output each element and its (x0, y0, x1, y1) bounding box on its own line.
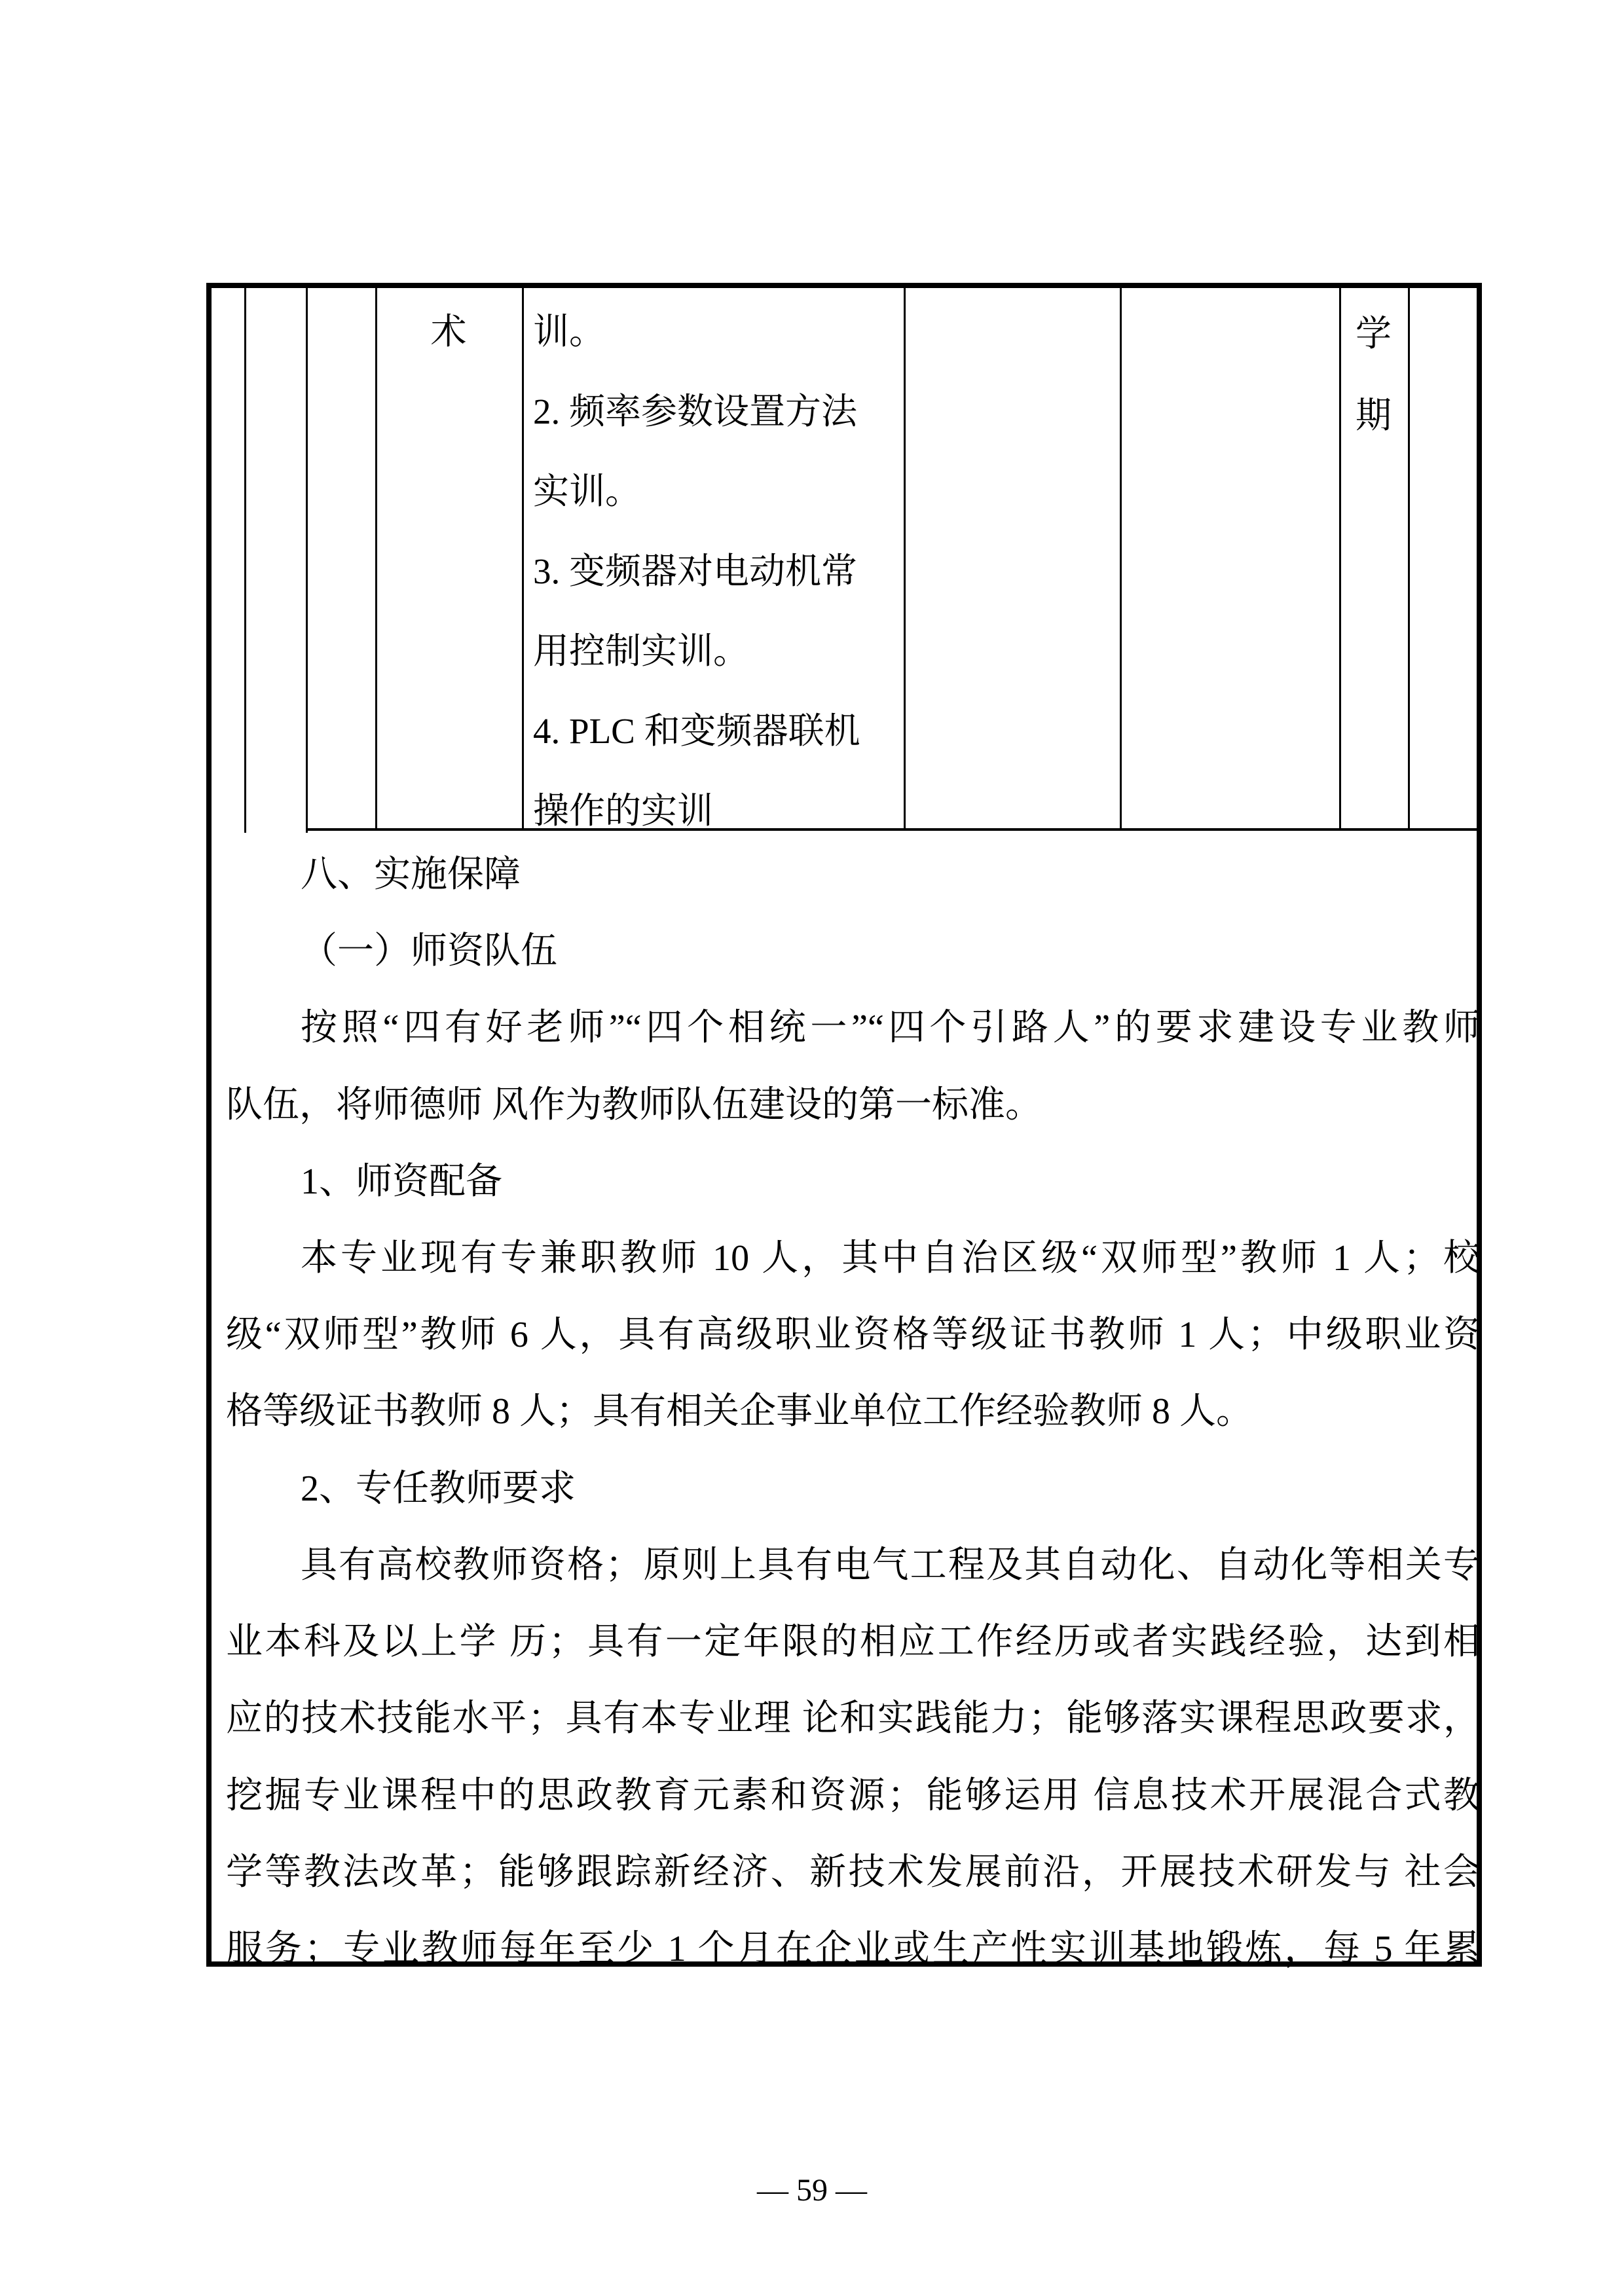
table-cell-practice-line: 3. 变频器对电动机常 (533, 551, 858, 591)
body-line: 业本科及以上学 历；具有一定年限的相应工作经历或者实践经验，达到相 (226, 1622, 1480, 1662)
body-line: 服务；专业教师每年至少 1 个月在企业或生产性实训基地锻炼，每 5 年累 (226, 1929, 1480, 1969)
body-line: 具有高校教师资格；原则上具有电气工程及其自动化、自动化等相关专 (301, 1545, 1480, 1586)
table-cell-practice-line: 实训。 (533, 471, 642, 511)
table-cell-practice-line: 训。 (533, 312, 606, 352)
subsection-heading: 2、专任教师要求 (301, 1468, 576, 1509)
table-cell-practice-line: 4. PLC 和变频器联机 (533, 711, 860, 751)
table-column-line-2 (306, 288, 308, 833)
subsection-heading: 1、师资配备 (301, 1161, 502, 1202)
table-column-line-4 (522, 288, 524, 830)
subsection-heading: （一）师资队伍 (301, 931, 557, 972)
table-bottom-line (306, 828, 1482, 831)
table-cell-practice-line: 用控制实训。 (533, 631, 750, 671)
body-line: 格等级证书教师 8 人；具有相关企事业单位工作经验教师 8 人。 (226, 1391, 1253, 1432)
table-column-line-6 (1120, 288, 1122, 830)
body-line: 级“双师型”教师 6 人，具有高级职业资格等级证书教师 1 人；中级职业资 (226, 1315, 1480, 1355)
table-column-line-8 (1408, 288, 1410, 830)
page-number: — 59 — (757, 2173, 867, 2208)
table-cell-technique-char: 术 (430, 312, 467, 352)
body-line: 学等教法改革；能够跟踪新经济、新技术发展前沿，开展技术研发与 社会 (226, 1852, 1480, 1893)
body-line: 按照“四有好老师”“四个相统一”“四个引路人”的要求建设专业教师 (301, 1008, 1480, 1048)
table-column-line-1 (244, 288, 246, 833)
table-cell-semester-char: 学 (1355, 314, 1392, 354)
table-cell-semester-char: 期 (1355, 395, 1392, 435)
table-cell-practice-line: 操作的实训 (533, 791, 714, 831)
table-column-line-3 (375, 288, 377, 830)
table-column-line-5 (904, 288, 906, 830)
body-line: 队伍，将师德师 风作为教师队伍建设的第一标准。 (226, 1085, 1042, 1125)
section-heading: 八、实施保障 (301, 854, 521, 895)
table-column-line-7 (1339, 288, 1341, 830)
body-line: 挖掘专业课程中的思政教育元素和资源；能够运用 信息技术开展混合式教 (226, 1776, 1480, 1816)
body-line: 应的技术技能水平；具有本专业理 论和实践能力；能够落实课程思政要求， (226, 1698, 1480, 1739)
body-line: 本专业现有专兼职教师 10 人，其中自治区级“双师型”教师 1 人；校 (301, 1238, 1480, 1279)
table-cell-practice-line: 2. 频率参数设置方法 (533, 392, 858, 431)
